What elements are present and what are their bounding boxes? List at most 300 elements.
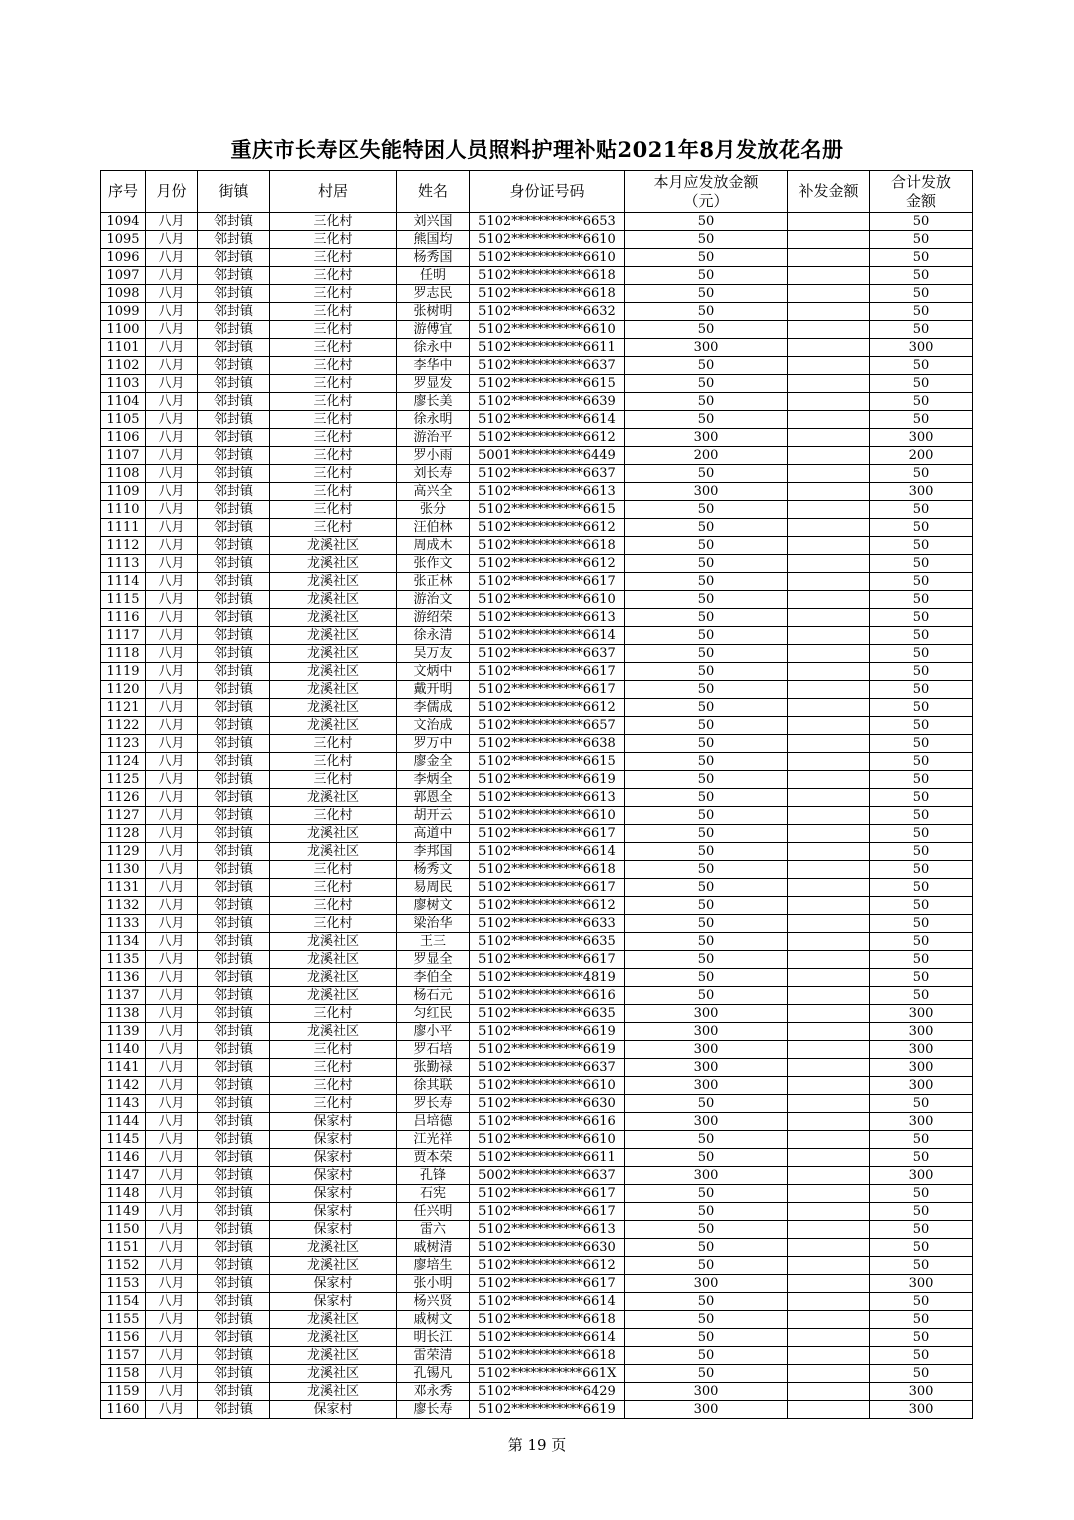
name-cell: 张作文 [397, 555, 470, 573]
village-cell: 龙溪社区 [270, 645, 397, 663]
village-cell: 龙溪社区 [270, 555, 397, 573]
town-cell: 邻封镇 [198, 501, 270, 519]
month-cell: 八月 [146, 1131, 198, 1149]
extra-amount-cell [788, 1275, 870, 1293]
village-cell: 龙溪社区 [270, 1347, 397, 1365]
table-row [101, 1239, 973, 1257]
id-cell: 5102***********6617 [470, 825, 625, 843]
total-amount-cell: 50 [870, 681, 973, 699]
id-cell: 5102***********6618 [470, 537, 625, 555]
header-due-amount [625, 171, 788, 213]
town-cell: 邻封镇 [198, 1311, 270, 1329]
due-amount-cell: 50 [625, 501, 788, 519]
month-cell: 八月 [146, 429, 198, 447]
month-cell: 八月 [146, 645, 198, 663]
seq-cell: 1116 [101, 609, 146, 627]
id-cell: 5102***********6612 [470, 519, 625, 537]
seq-cell: 1131 [101, 879, 146, 897]
extra-amount-cell [788, 1311, 870, 1329]
village-cell: 保家村 [270, 1203, 397, 1221]
seq-cell: 1118 [101, 645, 146, 663]
table-row [101, 249, 973, 267]
town-cell: 邻封镇 [198, 1131, 270, 1149]
village-cell: 保家村 [270, 1293, 397, 1311]
id-cell: 5102***********6614 [470, 411, 625, 429]
extra-amount-cell [788, 357, 870, 375]
village-cell: 三化村 [270, 879, 397, 897]
table-row [101, 1365, 973, 1383]
due-amount-cell: 300 [625, 339, 788, 357]
id-cell: 5102***********6613 [470, 483, 625, 501]
village-cell: 保家村 [270, 1167, 397, 1185]
due-amount-cell: 50 [625, 591, 788, 609]
extra-amount-cell [788, 915, 870, 933]
month-cell: 八月 [146, 1293, 198, 1311]
table-row [101, 897, 973, 915]
month-cell: 八月 [146, 339, 198, 357]
name-cell: 梁治华 [397, 915, 470, 933]
id-cell: 5102***********6613 [470, 609, 625, 627]
page-number: 第 19 页 [507, 1436, 567, 1454]
town-cell: 邻封镇 [198, 429, 270, 447]
extra-amount-cell [788, 483, 870, 501]
town-cell: 邻封镇 [198, 339, 270, 357]
total-amount-cell: 50 [870, 411, 973, 429]
seq-cell: 1128 [101, 825, 146, 843]
due-amount-cell: 50 [625, 519, 788, 537]
seq-cell: 1148 [101, 1185, 146, 1203]
total-amount-cell: 50 [870, 1293, 973, 1311]
village-cell: 三化村 [270, 267, 397, 285]
month-cell: 八月 [146, 1365, 198, 1383]
name-cell: 张正林 [397, 573, 470, 591]
extra-amount-cell [788, 447, 870, 465]
seq-cell: 1115 [101, 591, 146, 609]
village-cell: 保家村 [270, 1221, 397, 1239]
month-cell: 八月 [146, 1329, 198, 1347]
seq-cell: 1097 [101, 267, 146, 285]
month-cell: 八月 [146, 915, 198, 933]
name-cell: 贾本荣 [397, 1149, 470, 1167]
village-cell: 三化村 [270, 447, 397, 465]
total-amount-cell: 50 [870, 231, 973, 249]
extra-amount-cell [788, 231, 870, 249]
due-amount-cell: 50 [625, 1347, 788, 1365]
extra-amount-cell [788, 1041, 870, 1059]
name-cell: 罗石培 [397, 1041, 470, 1059]
month-cell: 八月 [146, 573, 198, 591]
village-cell: 三化村 [270, 321, 397, 339]
table-row [101, 753, 973, 771]
month-cell: 八月 [146, 393, 198, 411]
name-cell: 文治成 [397, 717, 470, 735]
total-amount-cell: 50 [870, 771, 973, 789]
town-cell: 邻封镇 [198, 807, 270, 825]
name-cell: 张勤禄 [397, 1059, 470, 1077]
due-amount-cell: 50 [625, 249, 788, 267]
due-amount-cell: 50 [625, 735, 788, 753]
village-cell: 三化村 [270, 519, 397, 537]
month-cell: 八月 [146, 1023, 198, 1041]
extra-amount-cell [788, 897, 870, 915]
seq-cell: 1123 [101, 735, 146, 753]
seq-cell: 1094 [101, 213, 146, 231]
town-cell: 邻封镇 [198, 717, 270, 735]
town-cell: 邻封镇 [198, 861, 270, 879]
id-cell: 5102***********6630 [470, 1239, 625, 1257]
table-row [101, 1203, 973, 1221]
town-cell: 邻封镇 [198, 249, 270, 267]
extra-amount-cell [788, 303, 870, 321]
month-cell: 八月 [146, 681, 198, 699]
village-cell: 三化村 [270, 429, 397, 447]
extra-amount-cell [788, 663, 870, 681]
town-cell: 邻封镇 [198, 663, 270, 681]
table-row [101, 627, 973, 645]
id-cell: 5102***********6613 [470, 1221, 625, 1239]
name-cell: 戚树清 [397, 1239, 470, 1257]
due-amount-cell: 50 [625, 357, 788, 375]
header-total-line1: 合计发放 [890, 172, 951, 191]
month-cell: 八月 [146, 465, 198, 483]
table-row [101, 375, 973, 393]
seq-cell: 1153 [101, 1275, 146, 1293]
extra-amount-cell [788, 1383, 870, 1401]
id-cell: 5102***********6610 [470, 591, 625, 609]
name-cell: 张分 [397, 501, 470, 519]
total-amount-cell: 50 [870, 843, 973, 861]
name-cell: 雷六 [397, 1221, 470, 1239]
village-cell: 龙溪社区 [270, 1257, 397, 1275]
name-cell: 张树明 [397, 303, 470, 321]
total-amount-cell: 50 [870, 591, 973, 609]
id-cell: 5002***********6637 [470, 1167, 625, 1185]
town-cell: 邻封镇 [198, 735, 270, 753]
id-cell: 5102***********6614 [470, 627, 625, 645]
total-amount-cell: 300 [870, 483, 973, 501]
id-cell: 5102***********6617 [470, 951, 625, 969]
id-cell: 5102***********6612 [470, 555, 625, 573]
total-amount-cell: 50 [870, 213, 973, 231]
table-row [101, 663, 973, 681]
month-cell: 八月 [146, 627, 198, 645]
town-cell: 邻封镇 [198, 897, 270, 915]
month-cell: 八月 [146, 1275, 198, 1293]
table-row [101, 303, 973, 321]
extra-amount-cell [788, 591, 870, 609]
month-cell: 八月 [146, 1239, 198, 1257]
village-cell: 三化村 [270, 483, 397, 501]
town-cell: 邻封镇 [198, 573, 270, 591]
total-amount-cell: 50 [870, 285, 973, 303]
extra-amount-cell [788, 861, 870, 879]
village-cell: 龙溪社区 [270, 987, 397, 1005]
name-cell: 任明 [397, 267, 470, 285]
id-cell: 5102***********6618 [470, 1347, 625, 1365]
extra-amount-cell [788, 429, 870, 447]
due-amount-cell: 50 [625, 753, 788, 771]
name-cell: 刘长寿 [397, 465, 470, 483]
village-cell: 三化村 [270, 357, 397, 375]
village-cell: 三化村 [270, 393, 397, 411]
village-cell: 龙溪社区 [270, 1383, 397, 1401]
name-cell: 雷荣清 [397, 1347, 470, 1365]
extra-amount-cell [788, 609, 870, 627]
month-cell: 八月 [146, 1203, 198, 1221]
header-extra-amount: 补发金额 [788, 171, 870, 213]
month-cell: 八月 [146, 879, 198, 897]
id-cell: 5102***********6619 [470, 1041, 625, 1059]
town-cell: 邻封镇 [198, 519, 270, 537]
extra-amount-cell [788, 1131, 870, 1149]
extra-amount-cell [788, 555, 870, 573]
town-cell: 邻封镇 [198, 969, 270, 987]
total-amount-cell: 50 [870, 951, 973, 969]
table-row [101, 267, 973, 285]
id-cell: 5102***********6619 [470, 771, 625, 789]
name-cell: 汪伯林 [397, 519, 470, 537]
extra-amount-cell [788, 1203, 870, 1221]
name-cell: 吕培德 [397, 1113, 470, 1131]
extra-amount-cell [788, 735, 870, 753]
total-amount-cell: 50 [870, 645, 973, 663]
month-cell: 八月 [146, 1401, 198, 1419]
table-row [101, 1149, 973, 1167]
header-row [101, 171, 973, 213]
town-cell: 邻封镇 [198, 357, 270, 375]
town-cell: 邻封镇 [198, 699, 270, 717]
id-cell: 5102***********6615 [470, 501, 625, 519]
seq-cell: 1129 [101, 843, 146, 861]
seq-cell: 1125 [101, 771, 146, 789]
table-row [101, 447, 973, 465]
town-cell: 邻封镇 [198, 303, 270, 321]
town-cell: 邻封镇 [198, 645, 270, 663]
total-amount-cell: 50 [870, 1239, 973, 1257]
village-cell: 龙溪社区 [270, 681, 397, 699]
town-cell: 邻封镇 [198, 627, 270, 645]
seq-cell: 1158 [101, 1365, 146, 1383]
id-cell: 5102***********6617 [470, 1275, 625, 1293]
total-amount-cell: 50 [870, 717, 973, 735]
extra-amount-cell [788, 843, 870, 861]
table-row [101, 573, 973, 591]
total-amount-cell: 50 [870, 987, 973, 1005]
id-cell: 5102***********6616 [470, 1113, 625, 1131]
id-cell: 5102***********6615 [470, 753, 625, 771]
id-cell: 5102***********4819 [470, 969, 625, 987]
name-cell: 邓永秀 [397, 1383, 470, 1401]
village-cell: 三化村 [270, 1041, 397, 1059]
table-row [101, 825, 973, 843]
seq-cell: 1136 [101, 969, 146, 987]
table-row [101, 1167, 973, 1185]
town-cell: 邻封镇 [198, 483, 270, 501]
village-cell: 三化村 [270, 1005, 397, 1023]
total-amount-cell: 300 [870, 1383, 973, 1401]
extra-amount-cell [788, 699, 870, 717]
total-amount-cell: 50 [870, 321, 973, 339]
id-cell: 5102***********6610 [470, 321, 625, 339]
month-cell: 八月 [146, 501, 198, 519]
seq-cell: 1111 [101, 519, 146, 537]
seq-cell: 1095 [101, 231, 146, 249]
total-amount-cell: 50 [870, 501, 973, 519]
name-cell: 罗万中 [397, 735, 470, 753]
id-cell: 5102***********6615 [470, 375, 625, 393]
extra-amount-cell [788, 1257, 870, 1275]
table-row [101, 411, 973, 429]
due-amount-cell: 50 [625, 321, 788, 339]
total-amount-cell: 50 [870, 393, 973, 411]
town-cell: 邻封镇 [198, 1113, 270, 1131]
due-amount-cell: 50 [625, 915, 788, 933]
total-amount-cell: 300 [870, 1077, 973, 1095]
name-cell: 易周民 [397, 879, 470, 897]
month-cell: 八月 [146, 1311, 198, 1329]
total-amount-cell: 50 [870, 537, 973, 555]
total-amount-cell: 50 [870, 1095, 973, 1113]
month-cell: 八月 [146, 1077, 198, 1095]
month-cell: 八月 [146, 1347, 198, 1365]
month-cell: 八月 [146, 1005, 198, 1023]
name-cell: 任兴明 [397, 1203, 470, 1221]
table-row [101, 771, 973, 789]
table-row [101, 591, 973, 609]
due-amount-cell: 300 [625, 1005, 788, 1023]
name-cell: 罗显全 [397, 951, 470, 969]
due-amount-cell: 50 [625, 1365, 788, 1383]
table-row [101, 339, 973, 357]
month-cell: 八月 [146, 321, 198, 339]
seq-cell: 1112 [101, 537, 146, 555]
seq-cell: 1099 [101, 303, 146, 321]
due-amount-cell: 50 [625, 537, 788, 555]
village-cell: 龙溪社区 [270, 951, 397, 969]
due-amount-cell: 50 [625, 717, 788, 735]
id-cell: 5102***********6610 [470, 249, 625, 267]
header-id: 身份证号码 [470, 171, 625, 213]
table-row [101, 1095, 973, 1113]
id-cell: 5102***********6613 [470, 789, 625, 807]
seq-cell: 1106 [101, 429, 146, 447]
total-amount-cell: 300 [870, 339, 973, 357]
seq-cell: 1134 [101, 933, 146, 951]
village-cell: 三化村 [270, 285, 397, 303]
extra-amount-cell [788, 1059, 870, 1077]
extra-amount-cell [788, 213, 870, 231]
extra-amount-cell [788, 321, 870, 339]
seq-cell: 1144 [101, 1113, 146, 1131]
due-amount-cell: 50 [625, 267, 788, 285]
town-cell: 邻封镇 [198, 465, 270, 483]
village-cell: 龙溪社区 [270, 843, 397, 861]
extra-amount-cell [788, 1329, 870, 1347]
seq-cell: 1135 [101, 951, 146, 969]
id-cell: 5102***********6618 [470, 267, 625, 285]
id-cell: 5102***********6610 [470, 1131, 625, 1149]
due-amount-cell: 300 [625, 1059, 788, 1077]
village-cell: 保家村 [270, 1113, 397, 1131]
due-amount-cell: 50 [625, 1239, 788, 1257]
village-cell: 三化村 [270, 897, 397, 915]
village-cell: 三化村 [270, 411, 397, 429]
due-amount-cell: 50 [625, 609, 788, 627]
name-cell: 匀红民 [397, 1005, 470, 1023]
month-cell: 八月 [146, 753, 198, 771]
table-row [101, 231, 973, 249]
name-cell: 杨秀文 [397, 861, 470, 879]
due-amount-cell: 50 [625, 303, 788, 321]
village-cell: 龙溪社区 [270, 1329, 397, 1347]
village-cell: 三化村 [270, 249, 397, 267]
name-cell: 刘兴国 [397, 213, 470, 231]
id-cell: 5102***********6429 [470, 1383, 625, 1401]
due-amount-cell: 50 [625, 897, 788, 915]
total-amount-cell: 300 [870, 1005, 973, 1023]
name-cell: 孔锋 [397, 1167, 470, 1185]
table-row [101, 1311, 973, 1329]
due-amount-cell: 50 [625, 825, 788, 843]
name-cell: 戚树文 [397, 1311, 470, 1329]
due-amount-cell: 50 [625, 933, 788, 951]
id-cell: 5102***********6611 [470, 1149, 625, 1167]
due-amount-cell: 300 [625, 1383, 788, 1401]
extra-amount-cell [788, 285, 870, 303]
total-amount-cell: 50 [870, 735, 973, 753]
id-cell: 5102***********6612 [470, 897, 625, 915]
extra-amount-cell [788, 1347, 870, 1365]
town-cell: 邻封镇 [198, 1203, 270, 1221]
id-cell: 5102***********6637 [470, 645, 625, 663]
table-row [101, 213, 973, 231]
town-cell: 邻封镇 [198, 537, 270, 555]
id-cell: 5102***********6611 [470, 339, 625, 357]
seq-cell: 1160 [101, 1401, 146, 1419]
town-cell: 邻封镇 [198, 1095, 270, 1113]
id-cell: 5102***********6617 [470, 681, 625, 699]
due-amount-cell: 50 [625, 1221, 788, 1239]
total-amount-cell: 50 [870, 789, 973, 807]
month-cell: 八月 [146, 897, 198, 915]
table-row [101, 1401, 973, 1419]
village-cell: 龙溪社区 [270, 933, 397, 951]
table-row [101, 1221, 973, 1239]
name-cell: 高道中 [397, 825, 470, 843]
month-cell: 八月 [146, 447, 198, 465]
name-cell: 游治文 [397, 591, 470, 609]
header-total-amount [870, 171, 973, 213]
total-amount-cell: 50 [870, 627, 973, 645]
table-row [101, 735, 973, 753]
extra-amount-cell [788, 1293, 870, 1311]
town-cell: 邻封镇 [198, 915, 270, 933]
due-amount-cell: 300 [625, 429, 788, 447]
total-amount-cell: 300 [870, 1401, 973, 1419]
id-cell: 5102***********6610 [470, 807, 625, 825]
town-cell: 邻封镇 [198, 321, 270, 339]
seq-cell: 1139 [101, 1023, 146, 1041]
id-cell: 5102***********6610 [470, 231, 625, 249]
table-row [101, 285, 973, 303]
seq-cell: 1096 [101, 249, 146, 267]
village-cell: 三化村 [270, 735, 397, 753]
extra-amount-cell [788, 375, 870, 393]
extra-amount-cell [788, 969, 870, 987]
total-amount-cell: 50 [870, 933, 973, 951]
town-cell: 邻封镇 [198, 1221, 270, 1239]
seq-cell: 1157 [101, 1347, 146, 1365]
